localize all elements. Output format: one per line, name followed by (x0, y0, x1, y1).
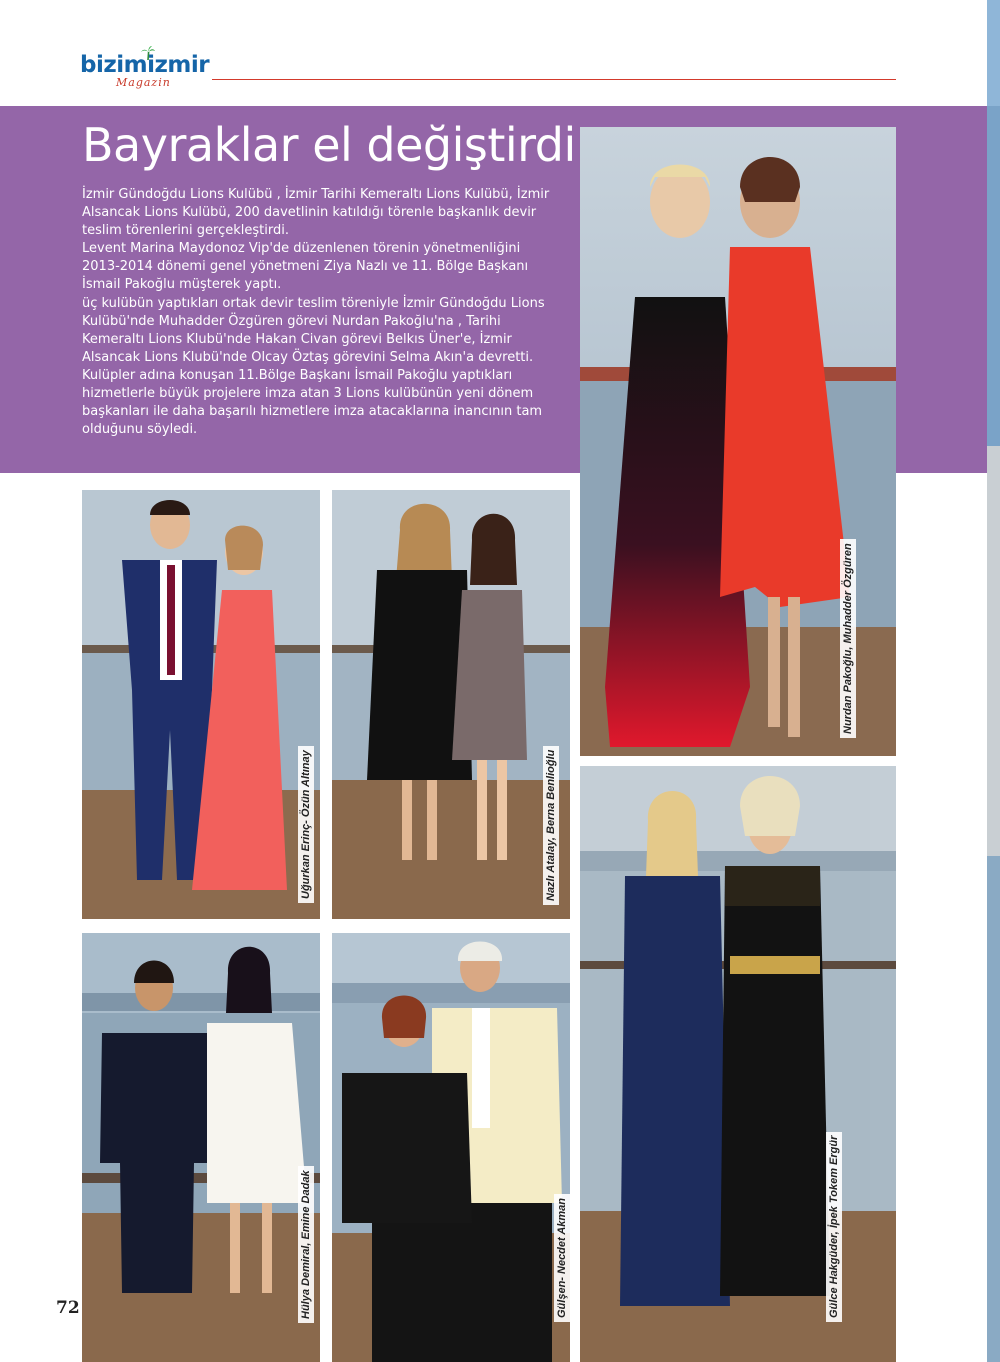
event-photo (332, 490, 570, 919)
article-paragraph: Levent Marina Maydonoz Vip'de düzenlenen törenin yönetmenliğini 2013-2014 dönemi genel yönetmeni Ziya Nazlı ve 11. Bölge Başkanı İsmail Pakoğlu müşterek yaptı. (82, 241, 529, 293)
photo-illustration (580, 766, 896, 1362)
photo-illustration (82, 933, 320, 1362)
next-page-edge (987, 0, 1000, 106)
article-headline: Bayraklar el değiştirdi (82, 118, 576, 172)
photo-illustration (332, 490, 570, 919)
photo-illustration (82, 490, 320, 919)
next-page-edge (987, 446, 1000, 856)
brand-subtitle: Magazin (116, 76, 171, 89)
event-photo (580, 766, 896, 1362)
photo-caption: Nazlı Atalay, Berna Benlioğlu (543, 746, 559, 905)
photo-caption: Uğurkan Erinç- Özün Altınay (298, 746, 314, 903)
article-body (82, 186, 562, 439)
brand-wordmark: bizimizmir (80, 52, 210, 78)
event-photo (82, 933, 320, 1362)
next-page-edge (987, 106, 1000, 446)
photo-caption: Hülya Demiral, Emine Dadak (298, 1166, 314, 1323)
article-paragraph: üç kulübün yaptıkları ortak devir teslim töreniyle İzmir Gündoğdu Lions Kulübü'nde Muhadder Özgüren görevi Nurdan Pakoğlu'na , Tarihi Kemeraltı Lions Klubü'nde Hakan Civan görevi Belkıs Üner'e, İzmir Alsancak Lions Klubü'nde Olcay Öztaş görevini Selma Akın'a devretti. Kulüpler adına konuşan 11.Bölge Başkanı İsmail Pakoğlu yaptıkları hizmetlerle büyük projelere imza atan 3 Lions kulübünün yeni dönem başkanları ile daha başarılı hizmetlere imza atacaklarına inancının tam olduğunu söyledi. (82, 295, 545, 438)
article-paragraph: İzmir Gündoğdu Lions Kulübü , İzmir Tarihi Kemeraltı Lions Kulübü, İzmir Alsancak Lions Kulübü, 200 davetlinin katıldığı törenle başkanlık devir teslim törenlerini gerçekleştirdi. (82, 187, 550, 239)
page-number: 72 (56, 1298, 80, 1318)
photo-caption: Nurdan Pakoğlu, Muhadder Özgüren (840, 539, 856, 738)
brand-logo (80, 46, 220, 90)
photo-caption: Gülce Hakgüder, İpek Tokem Ergür (826, 1132, 842, 1322)
masthead-rule (212, 79, 896, 80)
event-photo (332, 933, 570, 1362)
event-photo (82, 490, 320, 919)
photo-illustration (332, 933, 570, 1362)
next-page-edge (987, 856, 1000, 1362)
photo-caption: Gülşen- Necdet Akman (554, 1194, 570, 1322)
